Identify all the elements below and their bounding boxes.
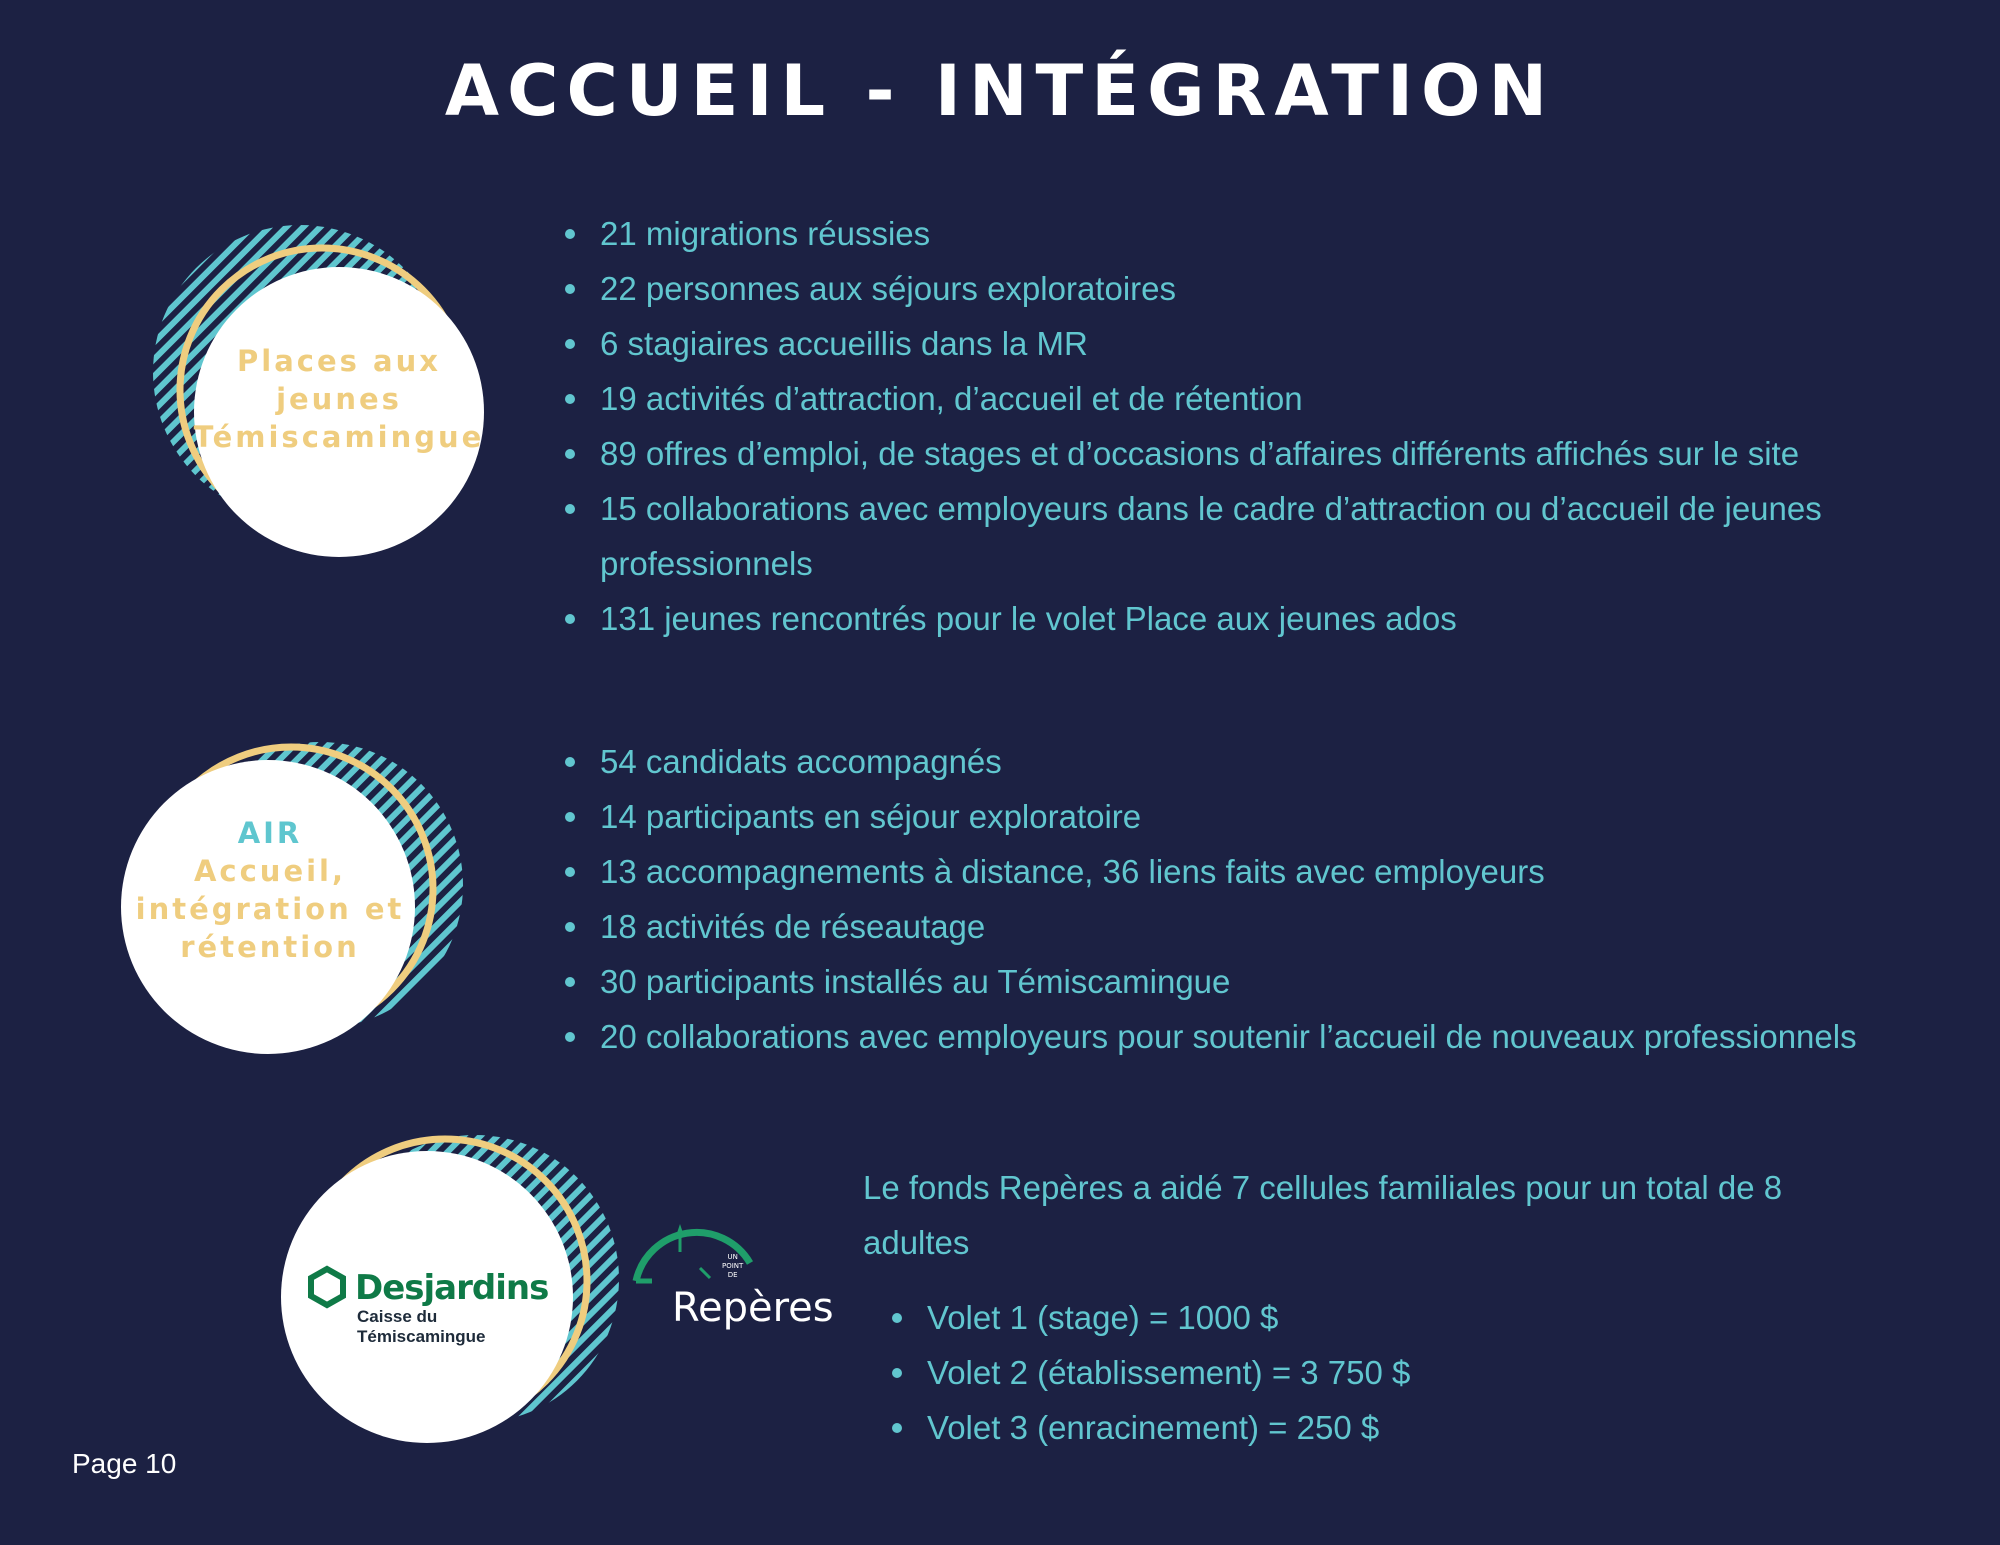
list-item: 19 activités d’attraction, d’accueil et de rétention <box>560 371 1950 426</box>
list-item: 54 candidats accompagnés <box>560 734 1980 789</box>
list-item: Volet 1 (stage) = 1000 $ <box>887 1290 1587 1345</box>
list-item: 22 personnes aux séjours exploratoires <box>560 261 1950 316</box>
desjardins-name: Desjardins <box>355 1268 549 1308</box>
list-item: 89 offres d’emploi, de stages et d’occasions d’affaires différents affichés sur le site <box>560 426 1950 481</box>
list-item: 18 activités de réseautage <box>560 899 1980 954</box>
list-item: 20 collaborations avec employeurs pour soutenir l’accueil de nouveaux professionnels <box>560 1009 1980 1064</box>
list-item: Volet 2 (établissement) = 3 750 $ <box>887 1345 1587 1400</box>
list-item: 30 participants installés au Témiscamingue <box>560 954 1980 1009</box>
list-item: Volet 3 (enracinement) = 250 $ <box>887 1400 1587 1455</box>
badge-label-2: AIR Accueil, intégration et rétention <box>135 816 405 964</box>
badge-label-1: Places aux jeunes Témiscamingue <box>193 344 485 454</box>
page-title: ACCUEIL - INTÉGRATION <box>444 50 1556 132</box>
desjardins-subtitle: Caisse du Témiscamingue <box>357 1307 486 1346</box>
list-item: 6 stagiaires accueillis dans la MR <box>560 316 1950 371</box>
reperes-small-text: UN POINT DE <box>722 1253 744 1279</box>
list-item: 14 participants en séjour exploratoire <box>560 789 1980 844</box>
page-number: Page 10 <box>72 1448 177 1479</box>
list-item: 131 jeunes rencontrés pour le volet Place aux jeunes ados <box>560 591 1950 646</box>
list-item: 15 collaborations avec employeurs dans le cadre d’attraction ou d’accueil de jeunes professionnels <box>560 481 1950 591</box>
reperes-paragraph: Le fonds Repères a aidé 7 cellules familiales pour un total de 8 adultes <box>863 1169 1783 1261</box>
list-item: 21 migrations réussies <box>560 206 1950 261</box>
list-item: 13 accompagnements à distance, 36 liens faits avec employeurs <box>560 844 1980 899</box>
section3-list <box>887 1290 1587 1455</box>
reperes-logo-text: Repères <box>672 1285 834 1331</box>
